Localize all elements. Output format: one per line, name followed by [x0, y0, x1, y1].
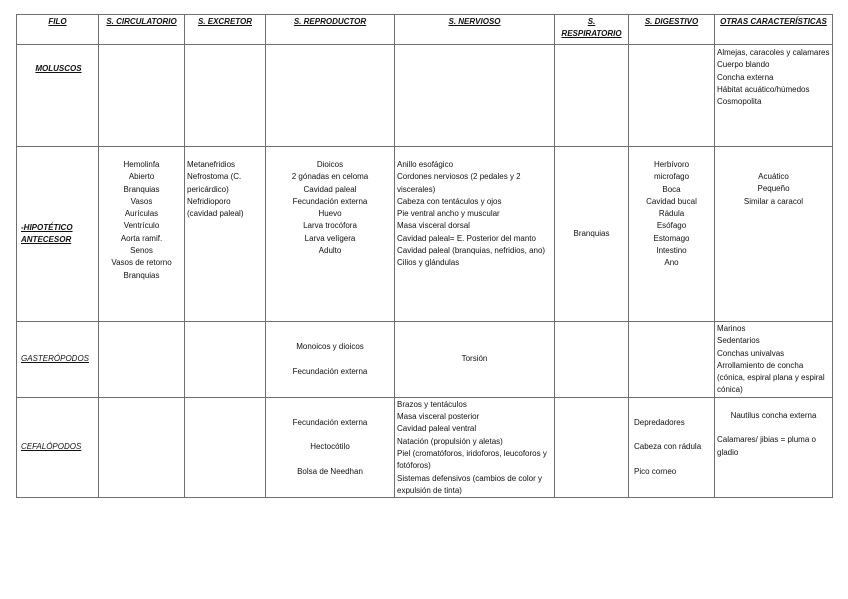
reproductor-item: Monoicos y dioicos	[296, 341, 364, 351]
header-respiratorio: S. RESPIRATORIO	[555, 15, 629, 45]
excretor-item: Metanefridios	[187, 160, 236, 169]
digestivo-item: Intestino	[656, 246, 687, 256]
reproductor-item: Huevo	[318, 209, 342, 219]
header-filo: FILO	[17, 15, 99, 45]
circulatorio-item: Branquias	[123, 270, 160, 280]
digestivo-item: Estomago	[653, 233, 690, 243]
header-otras: OTRAS CARACTERÍSTICAS	[715, 15, 833, 45]
header-nervioso: S. NERVIOSO	[395, 15, 555, 45]
circulatorio-item: Ventrículo	[123, 221, 160, 231]
reproductor-item: Bolsa de Needhan	[297, 466, 363, 476]
nervioso-item: Natación (propulsión y aletas)	[397, 436, 503, 446]
cell-hipotetico-respiratorio: Branquias	[555, 147, 629, 322]
row-moluscos	[17, 45, 833, 147]
cell-cefalopodos-circulatorio	[99, 397, 185, 497]
cell-cefalopodos-otras	[715, 397, 833, 497]
cell-hipotetico-excretor	[185, 147, 266, 322]
reproductor-item: Hectocótilo	[310, 442, 350, 452]
cell-hipotetico-circulatorio	[99, 147, 185, 322]
zoology-table	[16, 14, 833, 498]
reproductor-item: Larva velígera	[304, 233, 356, 243]
cell-gasteropodos-reproductor	[266, 322, 395, 398]
reproductor-item: Fecundación externa	[292, 196, 368, 206]
hipotetico-otras-item: Pequeño	[757, 184, 790, 194]
nervioso-item: Masa visceral posterior	[397, 412, 480, 422]
circulatorio-item: Aorta ramif.	[120, 233, 163, 243]
circulatorio-item: Senos	[130, 246, 153, 256]
cell-gasteropodos-digestivo	[629, 322, 715, 398]
digestivo-item: Cabeza con rádula	[634, 442, 702, 452]
cefalopodos-otras-item: Nautilus concha externa	[730, 410, 817, 420]
header-excretor: S. EXCRETOR	[185, 15, 266, 45]
circulatorio-item: Vasos de retorno	[111, 258, 172, 268]
cell-cefalopodos-reproductor	[266, 397, 395, 497]
cell-gasteropodos-respiratorio	[555, 322, 629, 398]
cell-moluscos-nervioso	[395, 45, 555, 147]
header-digestivo: S. DIGESTIVO	[629, 15, 715, 45]
circulatorio-item: Branquias	[123, 184, 160, 194]
filo-hipotetico: -HIPOTÉTICO ANTECESOR	[17, 147, 99, 322]
hipotetico-otras-item: Similar a caracol	[743, 196, 804, 206]
digestivo-item: Cavidad bucal	[646, 196, 697, 206]
nervioso-item: Cilios y glándulas	[397, 258, 460, 268]
reproductor-item: Adulto	[318, 246, 342, 256]
filo-cefalopodos: CEFALÓPODOS	[17, 397, 99, 497]
moluscos-otras-item: Cosmopolita	[717, 97, 762, 107]
excretor-item: Nefrostoma (C. pericárdico)	[187, 172, 242, 194]
gasteropodos-otras-item: Arrollamiento de concha (cónica, espiral plana y espiral cónica)	[717, 360, 825, 395]
nervioso-item: Cavidad paleal= E. Posterior del manto	[397, 233, 536, 243]
digestivo-item: Pico corneo	[634, 466, 677, 476]
gasteropodos-otras-item: Marinos	[717, 324, 746, 333]
row-hipotetico	[17, 147, 833, 322]
cell-hipotetico-digestivo	[629, 147, 715, 322]
row-gasteropodos	[17, 322, 833, 398]
reproductor-item: Fecundación externa	[292, 366, 368, 376]
hipotetico-otras-item: Acuático	[758, 172, 789, 181]
cell-cefalopodos-nervioso	[395, 397, 555, 497]
nervioso-item: Masa visceral dorsal	[397, 221, 470, 231]
cell-cefalopodos-excretor	[185, 397, 266, 497]
moluscos-otras-item: Concha externa	[717, 72, 774, 82]
filo-moluscos: MOLUSCOS	[17, 45, 99, 147]
digestivo-item: Esófago	[656, 221, 687, 231]
cell-hipotetico-nervioso	[395, 147, 555, 322]
reproductor-item: 2 gónadas en celoma	[291, 172, 369, 182]
nervioso-item: Pie ventral ancho y muscular	[397, 209, 500, 219]
digestivo-item: microfago	[653, 172, 690, 182]
digestivo-item: Ano	[664, 258, 679, 268]
moluscos-otras-item: Almejas, caracoles y calamares	[717, 48, 830, 57]
cell-gasteropodos-nervioso: Torsión	[395, 322, 555, 398]
cell-moluscos-excretor	[185, 45, 266, 147]
digestivo-item: Boca	[662, 184, 681, 194]
circulatorio-item: Vasos	[130, 196, 153, 206]
cell-moluscos-circulatorio	[99, 45, 185, 147]
cell-gasteropodos-excretor	[185, 322, 266, 398]
cell-moluscos-digestivo	[629, 45, 715, 147]
reproductor-item: Cavidad paleal	[303, 184, 357, 194]
cell-hipotetico-otras	[715, 147, 833, 322]
digestivo-item: Depredadores	[634, 417, 685, 427]
cell-gasteropodos-otras	[715, 322, 833, 398]
moluscos-otras-item: Cuerpo blando	[717, 60, 770, 70]
nervioso-item: Cabeza con tentáculos y ojos	[397, 196, 502, 206]
excretor-item: Nefridioporo (cavidad paleal)	[187, 196, 244, 219]
cell-moluscos-respiratorio	[555, 45, 629, 147]
gasteropodos-otras-item: Sedentarios	[717, 336, 760, 346]
nervioso-item: Anillo esofágico	[397, 160, 454, 169]
nervioso-item: Cavidad paleal (branquias, nefridios, ano)	[397, 246, 546, 256]
cefalopodos-otras-item: Calamares/ jibias = pluma o gladio	[717, 435, 816, 457]
header-circulatorio: S. CIRCULATORIO	[99, 15, 185, 45]
header-reproductor: S. REPRODUCTOR	[266, 15, 395, 45]
nervioso-item: Piel (cromatóforos, iridoforos, leucoforos y fotóforos)	[397, 448, 547, 471]
reproductor-item: Fecundación externa	[292, 417, 368, 427]
cell-moluscos-otras	[715, 45, 833, 147]
circulatorio-item: Aurículas	[124, 209, 159, 219]
gasteropodos-otras-item: Conchas univalvas	[717, 348, 785, 358]
cell-gasteropodos-circulatorio	[99, 322, 185, 398]
cell-cefalopodos-respiratorio	[555, 397, 629, 497]
header-row	[17, 15, 833, 45]
row-cefalopodos	[17, 397, 833, 497]
nervioso-item: Brazos y tentáculos	[397, 399, 467, 409]
nervioso-item: Cavidad paleal ventral	[397, 424, 477, 434]
digestivo-item: Rádula	[658, 209, 685, 219]
nervioso-item: Sistemas defensivos (cambios de color y expulsión de tinta)	[397, 473, 542, 495]
cell-hipotetico-reproductor	[266, 147, 395, 322]
cell-cefalopodos-digestivo	[629, 397, 715, 497]
cell-moluscos-reproductor	[266, 45, 395, 147]
filo-gasteropodos: GASTERÓPODOS	[17, 322, 99, 398]
moluscos-otras-item: Hábitat acuático/húmedos	[717, 84, 810, 94]
circulatorio-item: Abierto	[128, 172, 155, 182]
circulatorio-item: Hemolinfa	[123, 160, 160, 169]
nervioso-item: Cordones nerviosos (2 pedales y 2 viscerales)	[397, 172, 521, 194]
reproductor-item: Dioicos	[316, 160, 344, 169]
digestivo-item: Herbívoro	[653, 160, 690, 169]
reproductor-item: Larva trocófora	[303, 221, 357, 231]
